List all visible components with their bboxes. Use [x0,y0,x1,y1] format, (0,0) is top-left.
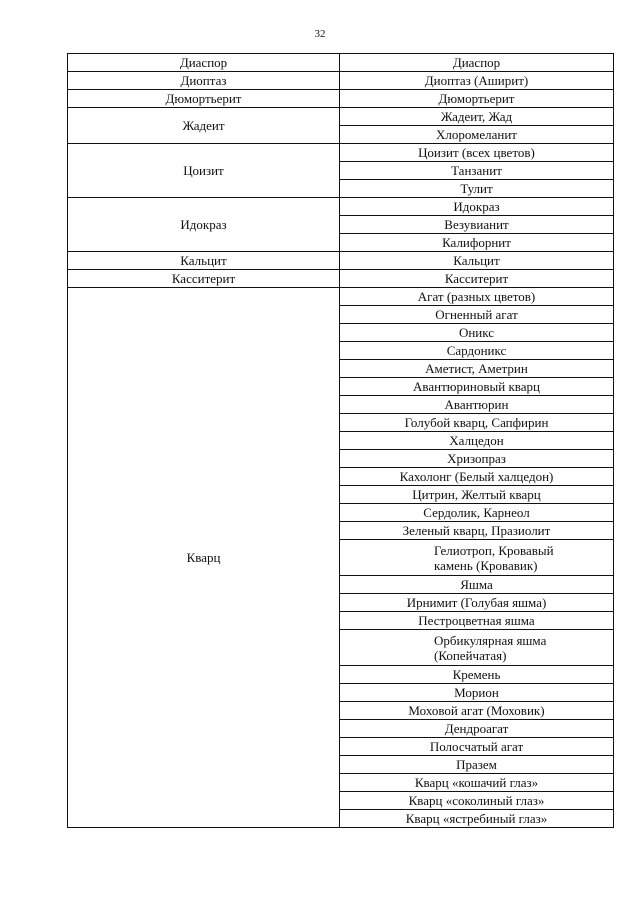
group-name-cell: Кварц [68,288,340,828]
variety-name-cell: Кварц «соколиный глаз» [340,792,614,810]
variety-name-cell: Идокраз [340,198,614,216]
variety-name-cell: Орбикулярная яшма (Копейчатая) [340,630,614,666]
variety-name-cell: Калифорнит [340,234,614,252]
variety-name-cell: Жадеит, Жад [340,108,614,126]
mineral-table [67,53,614,828]
variety-name-cell: Моховой агат (Моховик) [340,702,614,720]
variety-name-cell: Гелиотроп, Кровавый камень (Кровавик) [340,540,614,576]
variety-name-cell: Кварц «ястребиный глаз» [340,810,614,828]
variety-name-cell: Цоизит (всех цветов) [340,144,614,162]
variety-name-cell: Зеленый кварц, Празиолит [340,522,614,540]
variety-name-cell: Танзанит [340,162,614,180]
variety-name-cell: Пестроцветная яшма [340,612,614,630]
variety-name-cell: Аметист, Аметрин [340,360,614,378]
variety-name-cell: Дюмортьерит [340,90,614,108]
group-name-cell: Дюмортьерит [68,90,340,108]
variety-name-cell: Хризопраз [340,450,614,468]
variety-name-cell: Дендроагат [340,720,614,738]
variety-name-cell: Кремень [340,666,614,684]
variety-name-cell: Везувианит [340,216,614,234]
table-row [68,90,614,108]
group-name-cell: Кальцит [68,252,340,270]
variety-name-cell: Авантюрин [340,396,614,414]
table-body [68,54,614,828]
table-row [68,198,614,216]
variety-name-cell: Оникс [340,324,614,342]
group-name-cell: Диаспор [68,54,340,72]
variety-name-cell: Ирнимит (Голубая яшма) [340,594,614,612]
table-row [68,252,614,270]
variety-name-cell: Цитрин, Желтый кварц [340,486,614,504]
group-name-cell: Диоптаз [68,72,340,90]
variety-name-cell: Кварц «кошачий глаз» [340,774,614,792]
variety-name-cell: Диаспор [340,54,614,72]
variety-name-cell: Халцедон [340,432,614,450]
variety-name-cell: Яшма [340,576,614,594]
variety-name-cell: Полосчатый агат [340,738,614,756]
table-row [68,144,614,162]
variety-name-cell: Кальцит [340,252,614,270]
variety-name-cell: Сардоникс [340,342,614,360]
variety-name-cell: Сердолик, Карнеол [340,504,614,522]
group-name-cell: Идокраз [68,198,340,252]
variety-name-cell: Огненный агат [340,306,614,324]
table-row [68,288,614,306]
variety-name-cell: Агат (разных цветов) [340,288,614,306]
table-row [68,54,614,72]
table-row [68,108,614,126]
variety-name-cell: Голубой кварц, Сапфирин [340,414,614,432]
group-name-cell: Касситерит [68,270,340,288]
group-name-cell: Цоизит [68,144,340,198]
variety-name-cell: Тулит [340,180,614,198]
variety-name-cell: Кахолонг (Белый халцедон) [340,468,614,486]
variety-name-cell: Хлоромеланит [340,126,614,144]
variety-name-cell: Авантюриновый кварц [340,378,614,396]
table-row [68,270,614,288]
variety-name-cell: Празем [340,756,614,774]
variety-name-cell: Морион [340,684,614,702]
table-row [68,72,614,90]
page-number: 32 [314,28,326,40]
variety-name-cell: Диоптаз (Аширит) [340,72,614,90]
group-name-cell: Жадеит [68,108,340,144]
variety-name-cell: Касситерит [340,270,614,288]
